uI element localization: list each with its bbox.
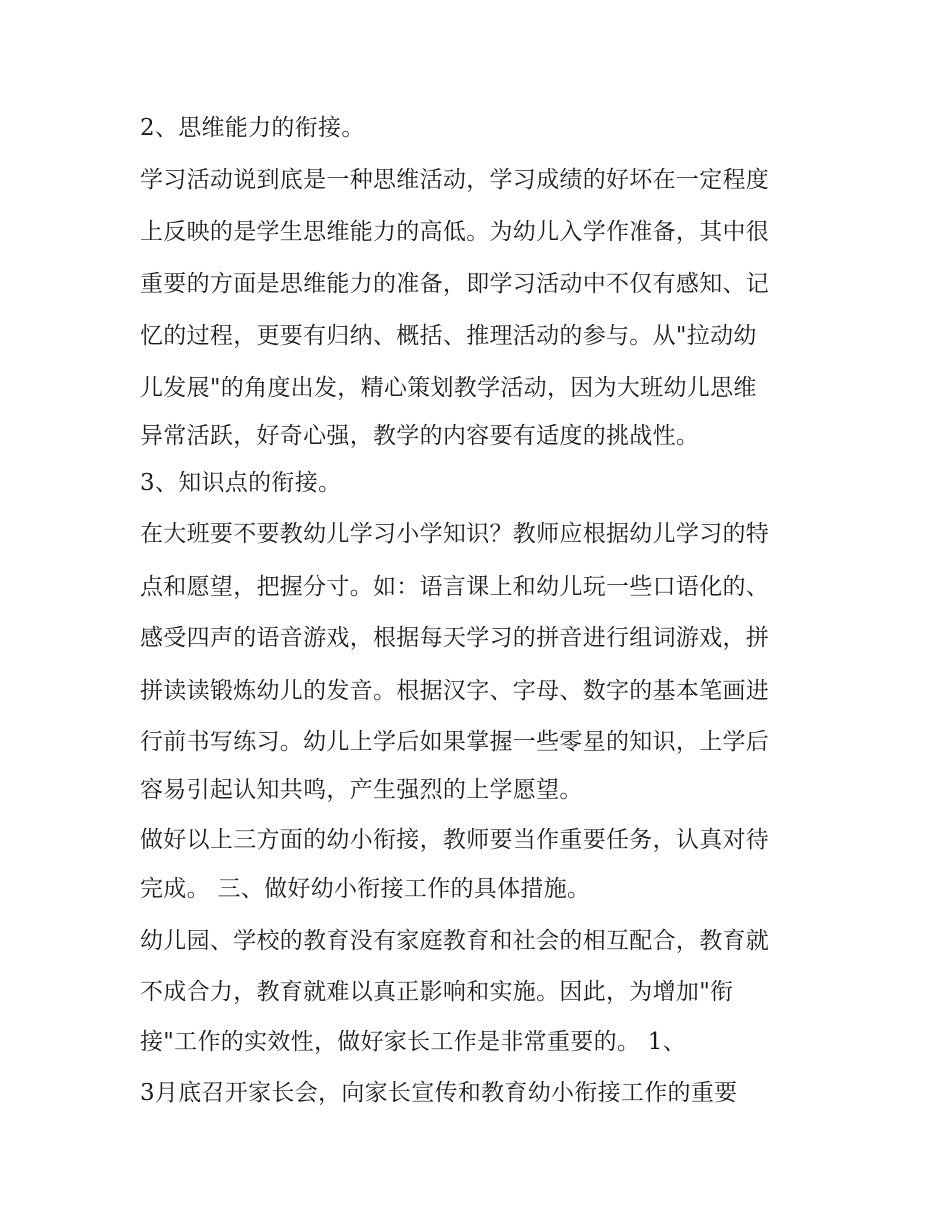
text-line: 容易引起认知共鸣，产生强烈的上学愿望。: [140, 777, 583, 803]
text-line: 在大班要不要教幼儿学习小学知识？教师应根据幼儿学习的特: [140, 521, 770, 547]
text-line: 做好以上三方面的幼小衔接，教师要当作重要任务，认真对待: [140, 827, 770, 853]
text-line: 完成。 三、做好幼小衔接工作的具体措施。: [140, 876, 591, 902]
text-line: 幼儿园、学校的教育没有家庭教育和社会的相互配合，教育就: [140, 928, 770, 954]
section-heading-thinking: 2、思维能力的衔接。: [140, 115, 365, 141]
text-line: 上反映的是学生思维能力的高低。为幼儿入学作准备，其中很: [140, 219, 770, 245]
text-line: 重要的方面是思维能力的准备，即学习活动中不仅有感知、记: [140, 271, 770, 297]
text-line: 感受四声的语音游戏，根据每天学习的拼音进行组词游戏，拼: [140, 625, 770, 651]
text-line: 不成合力，教育就难以真正影响和实施。因此，为增加"衔: [140, 979, 734, 1005]
text-line: 儿发展"的角度出发，精心策划教学活动，因为大班幼儿思维: [140, 375, 757, 401]
text-line: 学习活动说到底是一种思维活动，学习成绩的好坏在一定程度: [140, 167, 770, 193]
text-line: 接"工作的实效性，做好家长工作是非常重要的。 1、: [140, 1029, 687, 1055]
text-line: 行前书写练习。幼儿上学后如果掌握一些零星的知识，上学后: [140, 729, 770, 755]
section-heading-knowledge: 3、知识点的衔接。: [140, 470, 342, 496]
text-line: 异常活跃，好奇心强，教学的内容要有适度的挑战性。: [140, 423, 700, 449]
text-line: 拼读读锻炼幼儿的发音。根据汉字、字母、数字的基本笔画进: [140, 678, 770, 704]
text-line: 点和愿望，把握分寸。如：语言课上和幼儿玩一些口语化的、: [140, 574, 770, 600]
text-line: 忆的过程，更要有归纳、概括、推理活动的参与。从"拉动幼: [140, 323, 757, 349]
text-line: 3月底召开家长会，向家长宣传和教育幼小衔接工作的重要: [140, 1080, 738, 1106]
